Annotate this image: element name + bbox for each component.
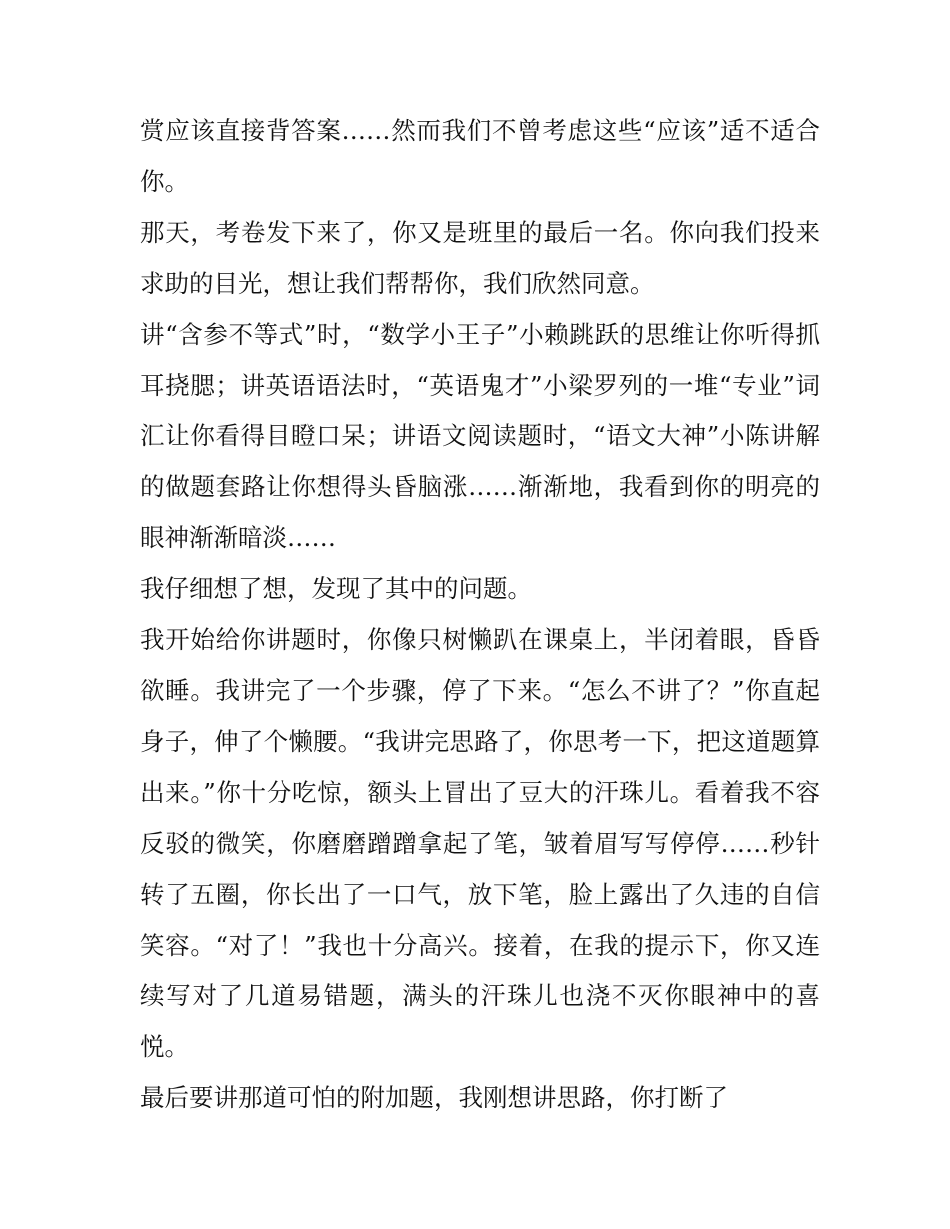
paragraph-6: 最后要讲那道可怕的附加题，我刚想讲思路，你打断了 <box>140 1083 728 1113</box>
paragraph-3: 讲“含参不等式”时，“数学小王子”小赖跳跃的思维让你听得抓耳挠腮；讲英语语法时，“英语鬼才”小梁罗列的一堆“专业”词汇让你看得目瞪口呆；讲语文阅读题时，“语文大神”小陈讲解的做题套路让你想得头昏脑涨……渐渐地，我看到你的明亮的眼神渐渐暗淡…… <box>140 319 820 553</box>
paragraph-2: 那天，考卷发下来了，你又是班里的最后一名。你向我们投来求助的目光，想让我们帮帮你，我们欣然同意。 <box>140 217 820 298</box>
paragraph-1: 赏应该直接背答案……然而我们不曾考虑这些“应该”适不适合你。 <box>140 116 820 196</box>
paragraph-4: 我仔细想了想，发现了其中的问题。 <box>140 574 532 604</box>
document-body <box>140 106 820 1124</box>
paragraph-5: 我开始给你讲题时，你像只树懒趴在课桌上，半闭着眼，昏昏欲睡。我讲完了一个步骤，停了下来。“怎么不讲了？”你直起身子，伸了个懒腰。“我讲完思路了，你思考一下，把这道题算出来。”你十分吃惊，额头上冒出了豆大的汗珠儿。看着我不容反驳的微笑，你磨磨蹭蹭拿起了笔，皱着眉写写停停……秒针转了五圈，你长出了一口气，放下笔，脸上露出了久违的自信笑容。“对了！”我也十分高兴。接着，在我的提示下，你又连续写对了几道易错题，满头的汗珠儿也浇不灭你眼神中的喜悦。 <box>140 625 820 1062</box>
